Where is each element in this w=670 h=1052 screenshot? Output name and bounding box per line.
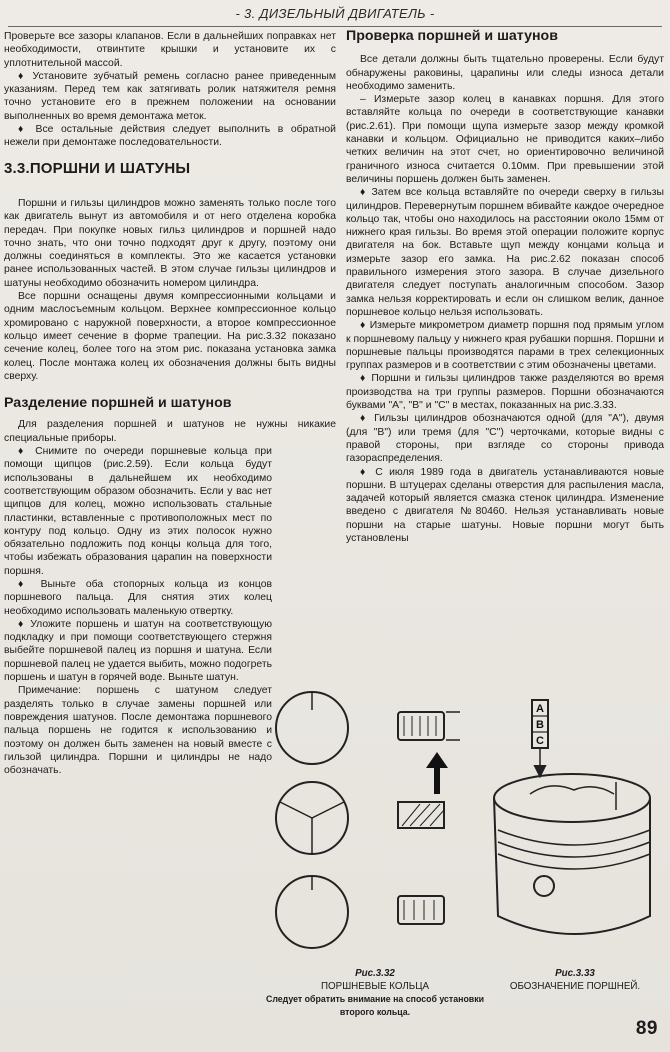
ring-section-3 xyxy=(398,896,444,924)
up-arrow-icon xyxy=(426,752,448,768)
figure-333-number: Рис.3.33 xyxy=(555,968,595,979)
intro-paragraph-2: ♦ Установите зубчатый ремень согласно ранее приведенным указаниям. Перед тем как затягивать ролик натяжителя ремня точно установите его в прежнем положении на основании выполненных во время демонтажа меток. xyxy=(4,70,336,122)
figure-333-title: ОБОЗНАЧЕНИЕ ПОРШНЕЙ. xyxy=(509,980,641,992)
right-paragraph-7: ♦ С июля 1989 года в двигатель устанавливаются новые поршни. В штуцерах сделаны отверстия для распыления масла, задачей который является смазка стенок цилиндра. Изменение введено с двигателя №80460. Нельзя устанавливать новые поршни на старые шатуны. Новые поршни могут быть установлены xyxy=(346,466,664,544)
piston-body xyxy=(494,798,650,934)
figure-333-caption xyxy=(495,968,655,993)
left-column xyxy=(4,30,336,777)
piston-illustration xyxy=(490,690,660,960)
letter-c: С xyxy=(536,735,544,747)
running-header: - 3. ДИЗЕЛЬНЫЙ ДВИГАТЕЛЬ - xyxy=(235,6,435,21)
letter-b: В xyxy=(536,719,544,731)
pin-hole xyxy=(534,876,554,896)
figure-332-title: ПОРШНЕВЫЕ КОЛЬЦА xyxy=(321,980,429,992)
intro-paragraph-1: Проверьте все зазоры клапанов. Если в дальнейших поправках нет необходимости, отвинтите крышки и установите их с уплотнительной массой. xyxy=(4,31,336,69)
subsection-paragraph-1: Для разделения поршней и шатунов не нужны никакие специальные приборы. xyxy=(4,419,336,444)
subsection-paragraph-2: ♦ Снимите по очереди поршневые кольца при помощи щипцов (рис.2.59). Если кольца будут использованы в дальнейшем их необходимо соответствующим образом обозначить. Если у вас нет щипцов для колец, можно использовать стальные пластинки, вставленные с противоположных мест по контуру под кольцо. Одну из этих полосок нужно обязательно подложить под концы кольца для того, чтобы избежать образования царапин на поверхности поршня. xyxy=(4,446,272,577)
right-paragraph-5: ♦ Поршни и гильзы цилиндров также разделяются во время производства на три группы размеров. Поршни обозначаются буквами "А", "В" и "С" в местах, показанных на рис.3.33. xyxy=(346,373,664,412)
piston-crown xyxy=(494,774,650,822)
right-paragraph-4: ♦ Измерьте микрометром диаметр поршня под прямым углом к поршневому пальцу у нижнего края рубашки поршня. Поршни и поршневые пальцы производятся парами в трех селекционных группах размеров и в соответствии с этим обозначены цветами. xyxy=(346,320,664,372)
up-arrow-shaft xyxy=(434,766,440,794)
section-heading: 3.3.ПОРШНИ И ШАТУНЫ xyxy=(4,159,191,177)
ring-section-1 xyxy=(398,712,444,740)
header-rule xyxy=(8,26,662,27)
ring-section-2 xyxy=(398,802,444,828)
figure-332-number: Рис.3.32 xyxy=(355,968,395,979)
subsection-heading: Разделение поршней и шатунов xyxy=(4,395,232,412)
right-column xyxy=(346,30,664,545)
right-paragraph-2: – Измерьте зазор колец в канавках поршня. Для этого вставляйте кольца по очереди в соответствующие канавки (рис.2.61). При помощи щупа измерьте зазор между кромкой канавки и кольцом. Официально не приводится каких–либо четких величин на этот счет, но ориентировочно величиной граничного износа считается 0.10мм. При превышении этой величины поршень должен быть заменен. xyxy=(346,94,664,185)
right-paragraph-1: Все детали должны быть тщательно проверены. Если будут обнаружены раковины, царапины или следы износа детали необходимо заменить. xyxy=(346,54,664,92)
page-number: 89 xyxy=(635,1018,658,1039)
figure-332-caption xyxy=(250,968,500,1018)
subsection-paragraph-5: Примечание: поршень с шатуном следует разделять только в случае замены поршней или повреждения шатунов. После демонтажа поршневого пальца поршень не годится к использованию и поэтому он должен быть заменен на новый вместе с гильзой цилиндра. Поршни и цилиндры не надо обозначать. xyxy=(4,685,272,777)
figures-area xyxy=(265,690,665,1025)
subsection-paragraph-3: ♦ Выньте оба стопорных кольца из концов поршневого пальца. Для снятия этих колец необходимо использовать маленькую отвертку. xyxy=(4,578,272,617)
piston-rings-illustration xyxy=(270,690,470,960)
letter-a: А xyxy=(536,703,544,715)
figure-332-note: Следует обратить внимание на способ установки второго кольца. xyxy=(265,994,485,1017)
right-heading: Проверка поршней и шатунов xyxy=(346,28,558,44)
right-paragraph-3: ♦ Затем все кольца вставляйте по очереди сверху в гильзы цилиндров. Перевернутым поршнем вбивайте каждое очередное кольцо так, чтобы оно находилось на расстоянии около 15мм от нижнего края гильзы. Во время этой операции положите корпус двигателя на бок. Вставьте щуп между концами кольца и измерьте зазор его замка. На рис.2.62 показан способ правильного измерения этого зазора. В случае дизельного двигателя следует поступать аналогичным способом. Зазор замка нельзя корректировать и если он слишком велик, данное поршневое кольцо нельзя использовать. xyxy=(346,187,664,318)
intro-paragraph-3: ♦ Все остальные действия следует выполнить в обратной нежели при демонтаже последовательности. xyxy=(4,124,336,149)
section-paragraph-1: Поршни и гильзы цилиндров можно заменять только после того как двигатель вынут из автомобиля и от него отделена коробка передач. При покупке новых гильз цилиндров и поршней надо точно знать, что они точно подходят друг к другу, поэтому они должны соединяться в комплекты. Это же касается установки ранее использованных частей. В этом случае гильзы цилиндров и шатуны необходимо обозначить номером цилиндра. xyxy=(4,197,336,289)
section-paragraph-2: Все поршни оснащены двумя компрессионными кольцами и одним маслосъемным кольцом. Верхнее компрессионное кольцо хромировано с наружной поверхности, а второе компрессионное кольцо имеет сечение в форме трапеции. На рис.3.32 показано сечение колец, более того на этом рис. показана установка замка колец. После монтажа колец их обозначения должны быть видны сверху. xyxy=(4,291,336,382)
right-paragraph-6: ♦ Гильзы цилиндров обозначаются одной (для "А"), двумя (для "В") или тремя (для "С") черточками, которые видны с правой стороны, при взгляде со стороны привода газораспределения. xyxy=(346,413,664,465)
subsection-paragraph-4: ♦ Уложите поршень и шатун на соответствующую подкладку и при помощи соответствующего стержня выбейте поршневой палец из поршня и шатуна. Если поршневой палец не удается выбить, можно подогреть поршень и шатун в горячей воде. Выньте шатун. xyxy=(4,618,272,684)
